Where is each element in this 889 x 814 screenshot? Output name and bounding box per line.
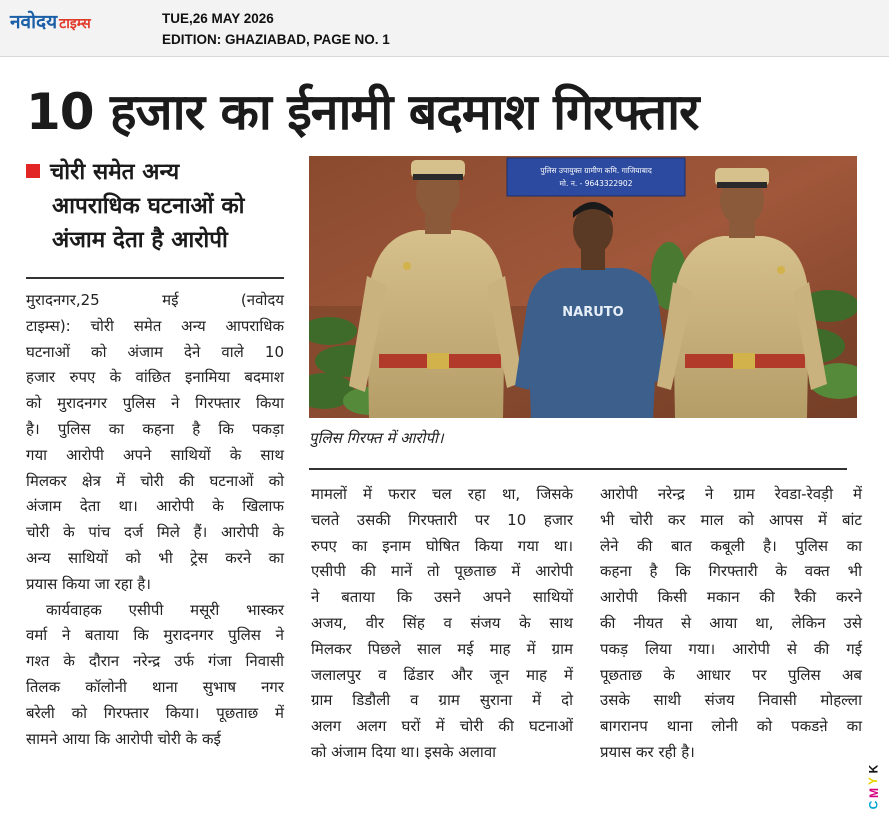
article-text-line: कार्यवाहक एसीपी मसूरी भास्कर — [46, 600, 284, 619]
logo-main: नवोदय — [10, 11, 58, 33]
article-text-line: बागरानप थाना लोनी को पकडऩे का — [600, 717, 862, 736]
article-text-line: मिलकर क्षेत्र में चोरी की घटनाओं को — [26, 471, 284, 490]
subhead-line: चोरी समेत अन्य — [26, 155, 286, 189]
article-column-3 — [600, 482, 862, 766]
article-text-line: एसीपी की मानें तो पूछताछ में आरोपी — [311, 562, 573, 581]
article-text-line: सामने आया कि आरोपी चोरी के कई — [26, 729, 221, 748]
article-text-line: मामलों में फरार चल रहा था, जिसके — [311, 485, 573, 503]
article-text-line: टाइम्स): चोरी समेत अन्य आपराधिक — [26, 316, 284, 335]
article-column-2 — [311, 482, 573, 766]
cmyk-letter: M — [867, 788, 881, 798]
cmyk-letter: Y — [866, 776, 881, 786]
article-text-line: है। पुलिस का कहना है कि पकड़ा — [26, 419, 284, 438]
subhead-line: अंजाम देता है आरोपी — [52, 227, 228, 253]
article-text-line: मुरादनगर,25 मई (नवोदय — [26, 291, 284, 309]
column-divider — [309, 468, 847, 470]
article-text-line: प्रयास किया जा रहा है। — [26, 574, 151, 593]
article-text-line: मिलकर पिछले साल मई माह में ग्राम — [311, 639, 573, 658]
shirt-print: NARUTO — [562, 305, 624, 320]
article-text-line: जलालपुर व ढिंडार और जून माह में — [311, 665, 573, 684]
sign-line-2: मो. न. - 9643322902 — [559, 179, 633, 188]
article-text-line: बरेली को गिरफ्तार किया। पूछताछ में — [26, 703, 284, 722]
article-headline: 10 हजार का ईनामी बदमाश गिरफ्तार — [26, 83, 699, 141]
newspaper-logo — [10, 8, 91, 34]
article-text-line: रुपए का इनाम घोषित किया गया था। — [311, 536, 573, 555]
article-text-line: पूछताछ के आधार पर पुलिस अब — [600, 665, 862, 684]
subhead-divider — [26, 277, 284, 279]
subhead-line: आपराधिक घटनाओं को — [52, 193, 245, 219]
article-text-line: चोरी के पांच दर्ज मिले हैं। आरोपी के — [26, 523, 284, 542]
article-text-line: प्रयास कर रही है। — [600, 742, 695, 761]
edition-meta — [162, 8, 390, 50]
article-text-line: पकड़ लिया गया। आरोपी से की गई — [600, 639, 862, 658]
red-bullet-icon — [26, 164, 40, 178]
cmyk-print-mark — [864, 756, 886, 812]
article-text-line: भी चोरी कर माल को आपस में बांट — [600, 510, 862, 529]
article-text-line: उसके साथी संजय निवासी मोहल्ला — [600, 691, 862, 710]
article-text-line: चलते उसकी गिरफ्तारी पर 10 हजार — [311, 510, 573, 529]
article-text-line: गश्त के दौरान नरेन्द्र उर्फ गंजा निवासी — [26, 652, 284, 671]
article-text-line: तिलक कॉलोनी थाना सुभाष नगर — [26, 677, 284, 696]
photo-caption: पुलिस गिरफ्त में आरोपी। — [309, 429, 444, 447]
sign-line-1: पुलिस उपायुक्त ग्रामीण कमि. गाजियाबाद — [540, 166, 652, 175]
article-text-line: हजार रुपए के वांछित इनामिया बदमाश — [26, 368, 284, 387]
article-text-line: अन्य साथियों को भी ट्रेस करने का — [26, 548, 284, 567]
article-text-line: घटनाओं को अंजाम देने वाले 10 — [26, 342, 284, 361]
logo-sub: टाइम्स — [59, 16, 91, 32]
office-sign-board — [507, 158, 685, 196]
article-text-line: को मुरादनगर पुलिस ने गिरफ्तार किया — [26, 394, 284, 413]
edition-date: TUE,26 MAY 2026 — [162, 11, 274, 26]
article-text-line: ने बताया कि उसने अपने साथियों — [311, 588, 573, 607]
article-text-line: की नीयत से आया था, लेकिन उसे — [600, 613, 862, 632]
article-text-line: अंजाम देता था। आरोपी के खिलाफ — [26, 497, 284, 516]
article-text-line: गया आरोपी अपने साथियों के साथ — [26, 445, 284, 464]
article-text-line: कहना है कि गिरफ्तारी के वक्त भी — [600, 562, 862, 581]
article-text-line: आरोपी किसी मकान की रैकी करने — [600, 588, 862, 607]
article-text-line: को अंजाम दिया था। इसके अलावा — [311, 742, 497, 761]
police-arrest-photo — [309, 156, 857, 418]
article-text-line: आरोपी नरेन्द्र ने ग्राम रेवडा-रेवड़ी में — [600, 485, 862, 503]
article-text-line: ग्राम डिडौली व ग्राम सुराना में दो — [311, 691, 573, 710]
article-photo — [309, 156, 857, 418]
article-text-line: अलग अलग घरों में चोरी की घटनाओं — [311, 717, 573, 736]
article-text-line: वर्मा ने बताया कि मुरादनगर पुलिस ने — [26, 626, 284, 645]
edition-info: EDITION: GHAZIABAD, PAGE NO. 1 — [162, 32, 390, 47]
cmyk-letter: C — [866, 800, 881, 810]
cmyk-letter: K — [866, 764, 881, 774]
edition-header — [0, 0, 889, 57]
article-subhead — [26, 155, 286, 257]
article-text-line: अजय, वीर सिंह व संजय के साथ — [311, 613, 573, 632]
article-column-1 — [26, 288, 284, 752]
article-text-line: लेने की बात कबूली है। पुलिस का — [600, 536, 862, 555]
